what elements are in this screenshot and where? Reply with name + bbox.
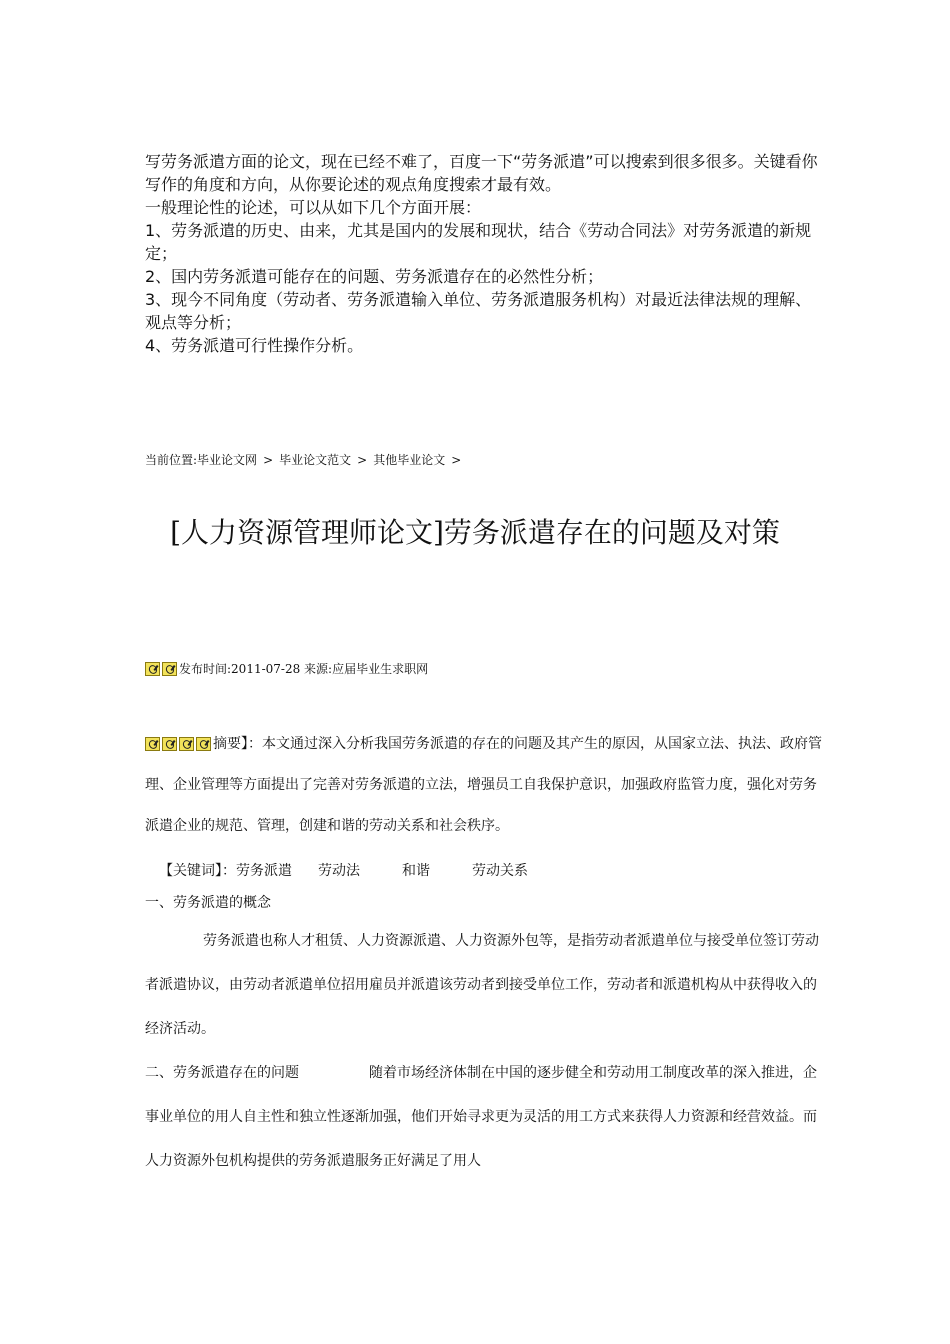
emoticon-icon [145, 737, 160, 751]
abstract-text: 摘要】：本文通过深入分析我国劳务派遣的存在的问题及其产生的原因，从国家立法、执法、政府管理、企业管理等方面提出了完善对劳务派遣的立法，增强员工自我保护意识，加强政府监管力度，强化对劳务派遣企业的规范、管理，创建和谐的劳动关系和社会秩序。 [145, 736, 822, 834]
breadcrumb-link-home[interactable]: 毕业论文网 [197, 453, 258, 467]
intro-list-item: 4、劳务派遣可行性操作分析。 [145, 336, 364, 355]
breadcrumb-separator: > [357, 453, 368, 467]
keyword: 劳动法 [318, 863, 360, 879]
section-heading: 一、劳务派遣的概念 [145, 895, 271, 911]
keywords [145, 855, 825, 887]
breadcrumb [145, 452, 467, 468]
publish-info: 发布时间:2011-07-28 来源:应届毕业生求职网 [179, 662, 429, 676]
section-text: 劳务派遣也称人才租赁、人力资源派遣、人力资源外包等，是指劳动者派遣单位与接受单位签订劳动者派遣协议，由劳动者派遣单位招用雇员并派遣该劳动者到接受单位工作，劳动者和派遣机构从中获得收入的经济活动。 [145, 933, 819, 1037]
breadcrumb-separator: > [451, 453, 462, 467]
keywords-label: 【关键词】： [159, 863, 236, 879]
intro-paragraph: 写劳务派遣方面的论文，现在已经不难了，百度一下“劳务派遣”可以搜索到很多很多。关键看你写作的角度和方向，从你要论述的观点角度搜索才最有效。 [145, 152, 818, 194]
abstract [145, 724, 825, 847]
emoticon-icon [196, 737, 211, 751]
breadcrumb-link-other[interactable]: 其他毕业论文 [373, 453, 446, 467]
article-meta [145, 660, 428, 678]
section-paragraph [145, 919, 825, 1051]
intro-list-item: 3、现今不同角度（劳动者、劳务派遣输入单位、劳务派遣服务机构）对最近法律法规的理解、观点等分析； [145, 290, 812, 332]
emoticon-icon [162, 737, 177, 751]
breadcrumb-link-examples[interactable]: 毕业论文范文 [279, 453, 352, 467]
emoticon-icon [145, 662, 160, 676]
article-body [145, 724, 825, 1183]
section-paragraph [145, 1051, 825, 1183]
breadcrumb-separator: > [263, 453, 274, 467]
keyword: 劳务派遣 [236, 863, 292, 879]
keyword: 和谐 [402, 863, 430, 879]
article-title: [人力资源管理师论文]劳务派遣存在的问题及对策 [170, 516, 780, 549]
emoticon-icon [162, 662, 177, 676]
section-heading: 二、劳务派遣存在的问题 [145, 1065, 299, 1081]
section-text: 随着市场经济体制在中国的逐步健全和劳动用工制度改革的深入推进，企事业单位的用人自主性和独立性逐渐加强，他们开始寻求更为灵活的用工方式来获得人力资源和经营效益。而人力资源外包机构提供的劳务派遣服务正好满足了用人 [145, 1065, 817, 1169]
keyword: 劳动关系 [472, 863, 528, 879]
intro-paragraph: 一般理论性的论述，可以从如下几个方面开展： [145, 198, 482, 217]
intro-text [145, 150, 825, 357]
emoticon-icon [179, 737, 194, 751]
intro-list-item: 1、劳务派遣的历史、由来，尤其是国内的发展和现状，结合《劳动合同法》对劳务派遣的新规定； [145, 221, 812, 263]
breadcrumb-prefix: 当前位置: [145, 453, 198, 467]
intro-list-item: 2、国内劳务派遣可能存在的问题、劳务派遣存在的必然性分析； [145, 267, 604, 286]
